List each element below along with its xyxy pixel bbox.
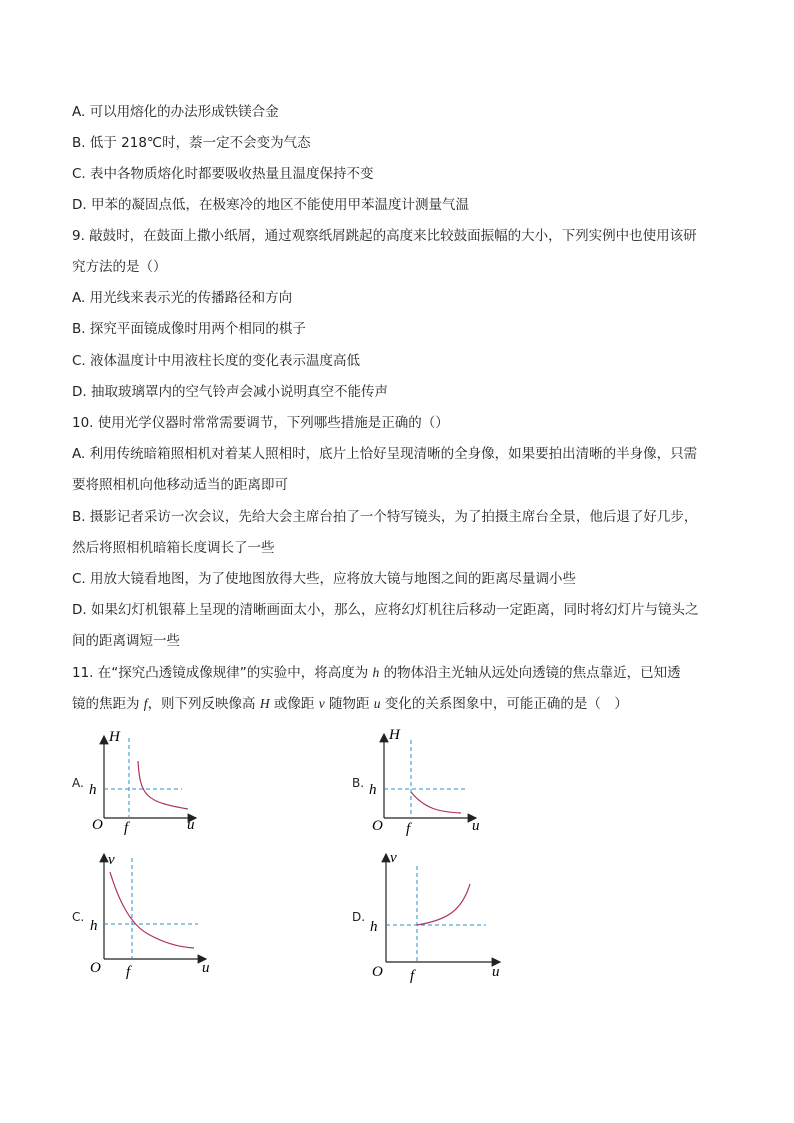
graph-b xyxy=(368,726,508,836)
graph-d-origin: O xyxy=(372,964,383,980)
q10-option-c: C. 用放大镜看地图，为了使地图放得大些，应将放大镜与地图之间的距离尽量调小些 xyxy=(72,571,577,587)
graph-c-y-label: v xyxy=(108,852,115,868)
graph-a-option-label: A. xyxy=(72,776,84,790)
q9-option-b: B. 探究平面镜成像时用两个相同的棋子 xyxy=(72,321,306,337)
q11-text-2a: 镜的焦距为 xyxy=(72,696,144,712)
graph-b-x-label: u xyxy=(472,818,480,834)
graph-a-h-label: h xyxy=(89,782,97,798)
graph-d-x-label: u xyxy=(492,964,500,980)
q9-stem-line1: 9. 敲鼓时，在鼓面上撒小纸屑，通过观察纸屑跳起的高度来比较鼓面振幅的大小，下列实例中也使用该研 xyxy=(72,228,697,244)
graph-a xyxy=(88,728,228,838)
q9-option-d: D. 抽取玻璃罩内的空气铃声会减小说明真空不能传声 xyxy=(72,384,388,400)
graph-c-h-label: h xyxy=(90,918,98,934)
q10-option-a-line2: 要将照相机向他移动适当的距离即可 xyxy=(72,477,288,493)
q10-stem: 10. 使用光学仪器时常常需要调节，下列哪些措施是正确的（） xyxy=(72,415,449,431)
q11-text-2b: ，则下列反映像高 xyxy=(147,696,260,712)
q11-symbol-v: v xyxy=(318,696,325,711)
q8-option-c: C. 表中各物质熔化时都要吸收热量且温度保持不变 xyxy=(72,166,374,182)
q10-option-d-line1: D. 如果幻灯机银幕上呈现的清晰画面太小，那么，应将幻灯机往后移动一定距离，同时将幻灯片与镜头之 xyxy=(72,602,699,618)
graph-b-y-label: H xyxy=(389,727,400,743)
q11-text-1b: 的物体沿主光轴从远处向透镜的焦点靠近，已知透 xyxy=(379,665,681,681)
graph-b-curve xyxy=(411,792,461,813)
q9-option-c: C. 液体温度计中用液柱长度的变化表示温度高低 xyxy=(72,353,361,369)
q11-stem-line1 xyxy=(72,664,722,682)
graph-d-curve xyxy=(417,884,470,925)
graph-d-h-label: h xyxy=(370,919,378,935)
q11-symbol-h: h xyxy=(372,665,380,680)
q11-symbol-f: f xyxy=(143,696,148,711)
graph-d-option-label: D. xyxy=(352,910,366,924)
graph-a-curve xyxy=(138,761,188,809)
q11-text-2d: 随物距 xyxy=(324,696,374,712)
graph-c-x-label: u xyxy=(202,960,210,976)
q10-option-d-line2: 间的距离调短一些 xyxy=(72,633,180,649)
graph-b-h-label: h xyxy=(369,782,377,798)
q11-symbol-u: u xyxy=(373,696,381,711)
q10-option-a-line1: A. 利用传统暗箱照相机对着某人照相时，底片上恰好呈现清晰的全身像，如果要拍出清晰的半身像，只需 xyxy=(72,446,698,462)
q11-text-1a: 11. 在“探究凸透镜成像规律”的实验中，将高度为 xyxy=(72,665,373,681)
graph-b-option-label: B. xyxy=(352,776,365,790)
graph-c-origin: O xyxy=(90,960,101,976)
graph-a-f-label: f xyxy=(124,820,129,836)
graph-a-y-label: H xyxy=(109,729,120,745)
q8-option-a: A. 可以用熔化的办法形成铁镁合金 xyxy=(72,104,279,120)
q11-symbol-H: H xyxy=(259,696,270,711)
graph-b-origin: O xyxy=(372,818,383,834)
graph-d-y-label: v xyxy=(390,850,397,866)
graph-a-origin: O xyxy=(92,817,103,833)
graph-b-f-label: f xyxy=(406,821,411,837)
q9-option-a: A. 用光线来表示光的传播路径和方向 xyxy=(72,290,293,306)
graph-c-option-label: C. xyxy=(72,910,85,924)
q11-text-2e: 变化的关系图象中，可能正确的是（ ） xyxy=(380,696,628,712)
q10-option-b-line2: 然后将照相机暗箱长度调长了一些 xyxy=(72,540,275,556)
graph-c xyxy=(88,850,228,980)
graph-d xyxy=(368,850,518,984)
q10-option-b-line1: B. 摄影记者采访一次会议，先给大会主席台拍了一个特写镜头，为了拍摄主席台全景，他后退了好几步， xyxy=(72,509,698,525)
q8-option-b: B. 低于 218℃时，萘一定不会变为气态 xyxy=(72,135,311,151)
q8-option-d: D. 甲苯的凝固点低，在极寒冷的地区不能使用甲苯温度计测量气温 xyxy=(72,197,469,213)
q9-stem-line2: 究方法的是（） xyxy=(72,259,167,275)
q11-text-2c: 或像距 xyxy=(269,696,319,712)
q11-stem-line2 xyxy=(72,695,722,713)
graph-a-x-label: u xyxy=(187,817,195,833)
graph-c-f-label: f xyxy=(126,964,131,980)
graph-c-curve xyxy=(110,872,194,948)
graph-d-f-label: f xyxy=(410,968,415,984)
